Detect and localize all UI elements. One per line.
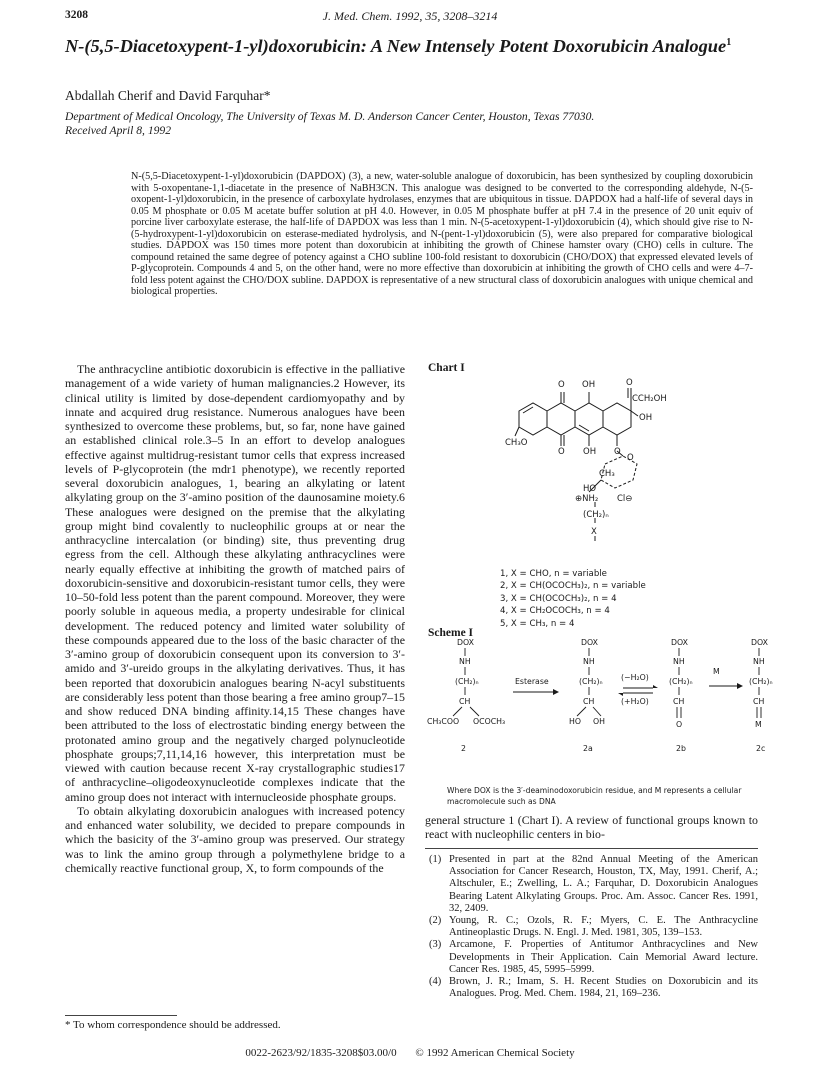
doxorubicin-structure-diagram	[505, 376, 705, 566]
scheme-label: Scheme I	[428, 627, 474, 639]
structure-2a-oh: OH	[593, 717, 605, 726]
chart-label: Chart I	[428, 362, 465, 374]
scheme-labels	[427, 638, 773, 753]
received-date: Received April 8, 1992	[65, 123, 172, 137]
atom-label: O	[614, 447, 621, 457]
structure-2c-m: M	[755, 720, 762, 729]
reference-text: Presented in part at the 82nd Annual Meeting of the American Association for Cancer Research, Houston, TX, May, 1991. Cherif, A.; Altschuler, E.; Zwelling, L. A.; Farquhar, D. Doxorubicin Analogues Bearing Latent Alkylating Groups. Proc. Am. Assoc. Cancer Res. 1991, 32, 2409.	[449, 854, 758, 914]
reference-text: Young, R. C.; Ozols, R. F.; Myers, C. E. The Anthracycline Antineoplastic Drugs. N. Engl. J. Med. 1981, 305, 139–153.	[449, 915, 758, 939]
correspondence-note: * To whom correspondence should be addressed.	[65, 1019, 281, 1031]
ring-c	[575, 403, 603, 435]
structure-2a-chain: (CH₂)ₙ	[579, 677, 603, 686]
arrowhead	[737, 683, 743, 689]
structure-2a-ho: HO	[569, 717, 581, 726]
structure-2b-ch: CH	[673, 697, 685, 706]
dehydration-label: (−H₂O)	[621, 673, 649, 682]
atom-label: CH₃O	[505, 438, 528, 448]
references-rule	[425, 848, 758, 849]
reference-number: (4)	[429, 976, 442, 988]
structure-2-chain: (CH₂)ₙ	[455, 677, 479, 686]
structure-2a-nh: NH	[583, 657, 595, 666]
scheme-note: Where DOX is the 3′-deaminodoxorubicin residue, and M represents a cellular macromolecule such as DNA	[447, 786, 742, 806]
structure-2b-label: 2b	[676, 744, 686, 753]
atom-label: HO	[583, 484, 597, 494]
structure-2-nh: NH	[459, 657, 471, 666]
compound-entry: 5, X = CH₃, n = 4	[500, 618, 575, 629]
atom-labels	[505, 378, 667, 537]
references	[425, 854, 758, 1000]
structure-2b-nh: NH	[673, 657, 685, 666]
reference-item	[425, 976, 758, 1000]
footnote-rule	[65, 1015, 177, 1016]
structure-2a-label: 2a	[583, 744, 593, 753]
atom-label: ⊕NH₂	[575, 494, 599, 504]
atom-label: OH	[639, 413, 653, 423]
bond	[470, 707, 479, 716]
atom-label: O	[627, 453, 634, 463]
atom-label: OH	[583, 447, 597, 457]
reference-text: Brown, J. R.; Imam, S. H. Recent Studies on Doxorubicin and its Analogues. Prog. Med. Chem. 1984, 21, 169–236.	[449, 976, 758, 1000]
body-paragraph: The anthracycline antibiotic doxorubicin is effective in the palliative management of a wide variety of human malignancies.2 However, its clinical utility is limited by dose-dependent cardiomyopathy and by innate and acquired drug resistance. Numerous analogues have been synthesized to overcome these problems, but, so far, none have gained an established clinical role.3–5 In an effort to develop analogues effective against multidrug-resistant tumor cells that express increased levels of P-glycoprotein (the mdr1 phenotype), we recently reported several doxorubicin analogues, 1, bearing an alkylating or latent alkylating group on the 3′-amino position of the daunosamine moiety.6 These analogues were designed on the premise that the alkylating group might bind covalently to nucleophilic groups at or near the anthracycline intercalation (or binding) site, thus preventing drug egress from the cell. Although these alkylating anthracyclines were nearly equally effective at inhibiting the growth of matched pairs of doxorubicin-sensitive and doxorubicin-resistant tumor cells, they were 10–50-fold less potent than the parent compound. Moreover, they were poorly soluble in aqueous media, a property undesirable for clinical development. The reduced potency and limited water solubility of these compounds appeared due to the loss of the basic character of the 3′-amino group of doxorubicin consequent upon its conversion to 3′-amido and 3′-ureido groups in the alkylating derivatives. Thus, it has been reported that doxorubicin analogues bearing N-acyl substituents are considerably less potent than those bearing a free amino group7–15 and show reduced DNA binding affinity.14,15 These changes have been attributed to the loss of electrostatic binding energy between the protonated amino group and the negatively charged polynucleotide phosphate groups;7,11,14,16 however, this interpretation must be viewed with caution because recent X-ray crystallographic studies17 of anthracycline–oligodeoxynucleotide complexes indicate that the amino group does not interact with internucleoside phosphate groups.	[65, 362, 405, 804]
structure-2b-dox: DOX	[671, 638, 688, 647]
structure-2c-dox: DOX	[751, 638, 768, 647]
structure-2-ch: CH	[459, 697, 471, 706]
article-title-text: N-(5,5-Diacetoxypent-1-yl)doxorubicin: A New Intensely Potent Doxorubicin Analogue	[65, 36, 727, 57]
structure-2c-nh: NH	[753, 657, 765, 666]
body-left-column	[65, 362, 405, 875]
structure-2b-o: O	[676, 720, 683, 729]
structure-2a-ch: CH	[583, 697, 595, 706]
macromolecule-label: M	[713, 667, 720, 676]
atom-label: O	[558, 447, 565, 457]
oh-bond	[631, 411, 638, 416]
arrowhead	[618, 693, 623, 696]
reference-item	[425, 915, 758, 939]
article-title	[65, 32, 755, 57]
authors: Abdallah Cherif and David Farquhar*	[65, 88, 271, 103]
arrowhead	[653, 685, 658, 688]
title-footnote-marker: 1	[726, 37, 732, 48]
compound-entry: 2, X = CH(OCOCH₃)₂, n = variable	[500, 581, 646, 592]
bond	[593, 707, 601, 716]
bond	[577, 707, 586, 716]
publication-code: 0022-2623/92/1835-3208$03.00/0	[245, 1047, 397, 1059]
structure-2-acetoxy: CH₃COO	[427, 717, 460, 726]
structure-2-dox: DOX	[457, 638, 474, 647]
esterase-label: Esterase	[515, 677, 549, 686]
structure-2c-label: 2c	[756, 744, 766, 753]
ring-d	[603, 403, 631, 435]
bond	[453, 707, 462, 716]
journal-citation: J. Med. Chem. 1992, 35, 3208–3214	[322, 9, 498, 23]
ring-a	[519, 403, 547, 435]
compound-list	[500, 568, 646, 630]
structure-2a-dox: DOX	[581, 638, 598, 647]
reference-item	[425, 854, 758, 915]
compound-entry: 1, X = CHO, n = variable	[500, 569, 607, 579]
scheme-diagram	[425, 636, 785, 781]
structure-2b-chain: (CH₂)ₙ	[669, 677, 693, 686]
reference-item	[425, 939, 758, 976]
abstract: N-(5,5-Diacetoxypent-1-yl)doxorubicin (DAPDOX) (3), a new, water-soluble analogue of doxorubicin, has been synthesized by coupling doxorubicin with 5-oxopentane-1,1-diacetate in the presence of NaBH3CN. This analogue was designed to be converted to the corresponding aldehyde, N-(5-oxopent-1-yl)doxorubicin, in the presence of carboxylate hydrolases, enzymes that are ubiquitous in tissue. DAPDOX had a half-life of several days in 0.05 M phosphate or 0.05 M acetate buffer solution at pH 4.0. However, in 0.05 M phosphate buffer at pH 7.4 in the presence of 20 unit equiv of porcine liver carboxylate esterase, the half-life of DAPDOX was less than 1 min. N-(5-acetoxypent-1-yl)doxorubicin (4), which should give rise to N-(5-hydroxypent-1-yl)doxorubicin on esterase-mediated hydrolysis, and N-(pent-1-yl)doxorubicin (5), were also prepared for comparative biological studies. DAPDOX was 150 times more potent than doxorubicin at inhibiting the growth of Chinese hamster ovary (CHO) cells in culture. The compound retained the same degree of potency against a CHO subline 100-fold resistant to doxorubicin (CHO/DOX) that expressed elevated levels of P-glycoprotein. Compounds 4 and 5, on the other hand, were no more effective than doxorubicin at inhibiting the growth of CHO cells and were 4–7-fold less potent against the CHO/DOX subline. DAPDOX is representative of a new structural class of doxorubicin analogues with unique chemical and biological properties.	[131, 171, 753, 297]
atom-label: CH₃	[599, 469, 615, 479]
structure-2c-ch: CH	[753, 697, 765, 706]
affiliation: Department of Medical Oncology, The University of Texas M. D. Anderson Cancer Center, Houston, Texas 77030.	[65, 110, 595, 123]
reference-number: (2)	[429, 915, 442, 927]
atom-label: CCH₂OH	[632, 394, 667, 404]
compound-entry: 4, X = CH₂OCOCH₃, n = 4	[500, 606, 610, 617]
atom-label: O	[626, 378, 633, 388]
reference-number: (1)	[429, 854, 442, 865]
scheme-bonds-arrows	[453, 648, 761, 718]
anthracycline-rings	[515, 388, 638, 541]
body-paragraph: To obtain alkylating doxorubicin analogues with increased potency and enhanced water solubility, we decided to prepare compounds in which the basicity of the 3′-amino group was preserved. Our strategy was to link the amino group through a polymethylene bridge to a chemically reactive functional group, X, to form compounds of the	[65, 803, 405, 875]
arrowhead	[553, 689, 559, 695]
ring-b	[547, 403, 575, 435]
atom-label: O	[558, 380, 565, 390]
atom-label: X	[591, 527, 597, 537]
structure-2-acetoxy: OCOCH₃	[473, 717, 506, 726]
page-number: 3208	[65, 9, 88, 21]
atom-label: (CH₂)ₙ	[583, 510, 609, 520]
copyright: © 1992 American Chemical Society	[415, 1047, 575, 1059]
page-footer	[0, 1047, 820, 1059]
structure-2c-chain: (CH₂)ₙ	[749, 677, 773, 686]
reference-text: Arcamone, F. Properties of Antitumor Anthracyclines and New Developments in Their Application. Cain Memorial Award lecture. Cancer Res. 1985, 45, 5995–5999.	[449, 939, 758, 975]
affiliation-block	[65, 110, 765, 137]
methoxy-bond	[515, 427, 519, 436]
atom-label: OH	[582, 380, 596, 390]
running-header	[65, 9, 755, 25]
body-right-column: general structure 1 (Chart I). A review of functional groups known to react with nucleophilic centers in bio-	[425, 813, 758, 842]
atom-label: Cl⊖	[617, 494, 633, 504]
reference-number: (3)	[429, 939, 442, 951]
structure-2-label: 2	[461, 744, 466, 753]
hydration-label: (+H₂O)	[621, 697, 649, 706]
compound-entry: 3, X = CH(OCOCH₃)₂, n = 4	[500, 593, 617, 604]
